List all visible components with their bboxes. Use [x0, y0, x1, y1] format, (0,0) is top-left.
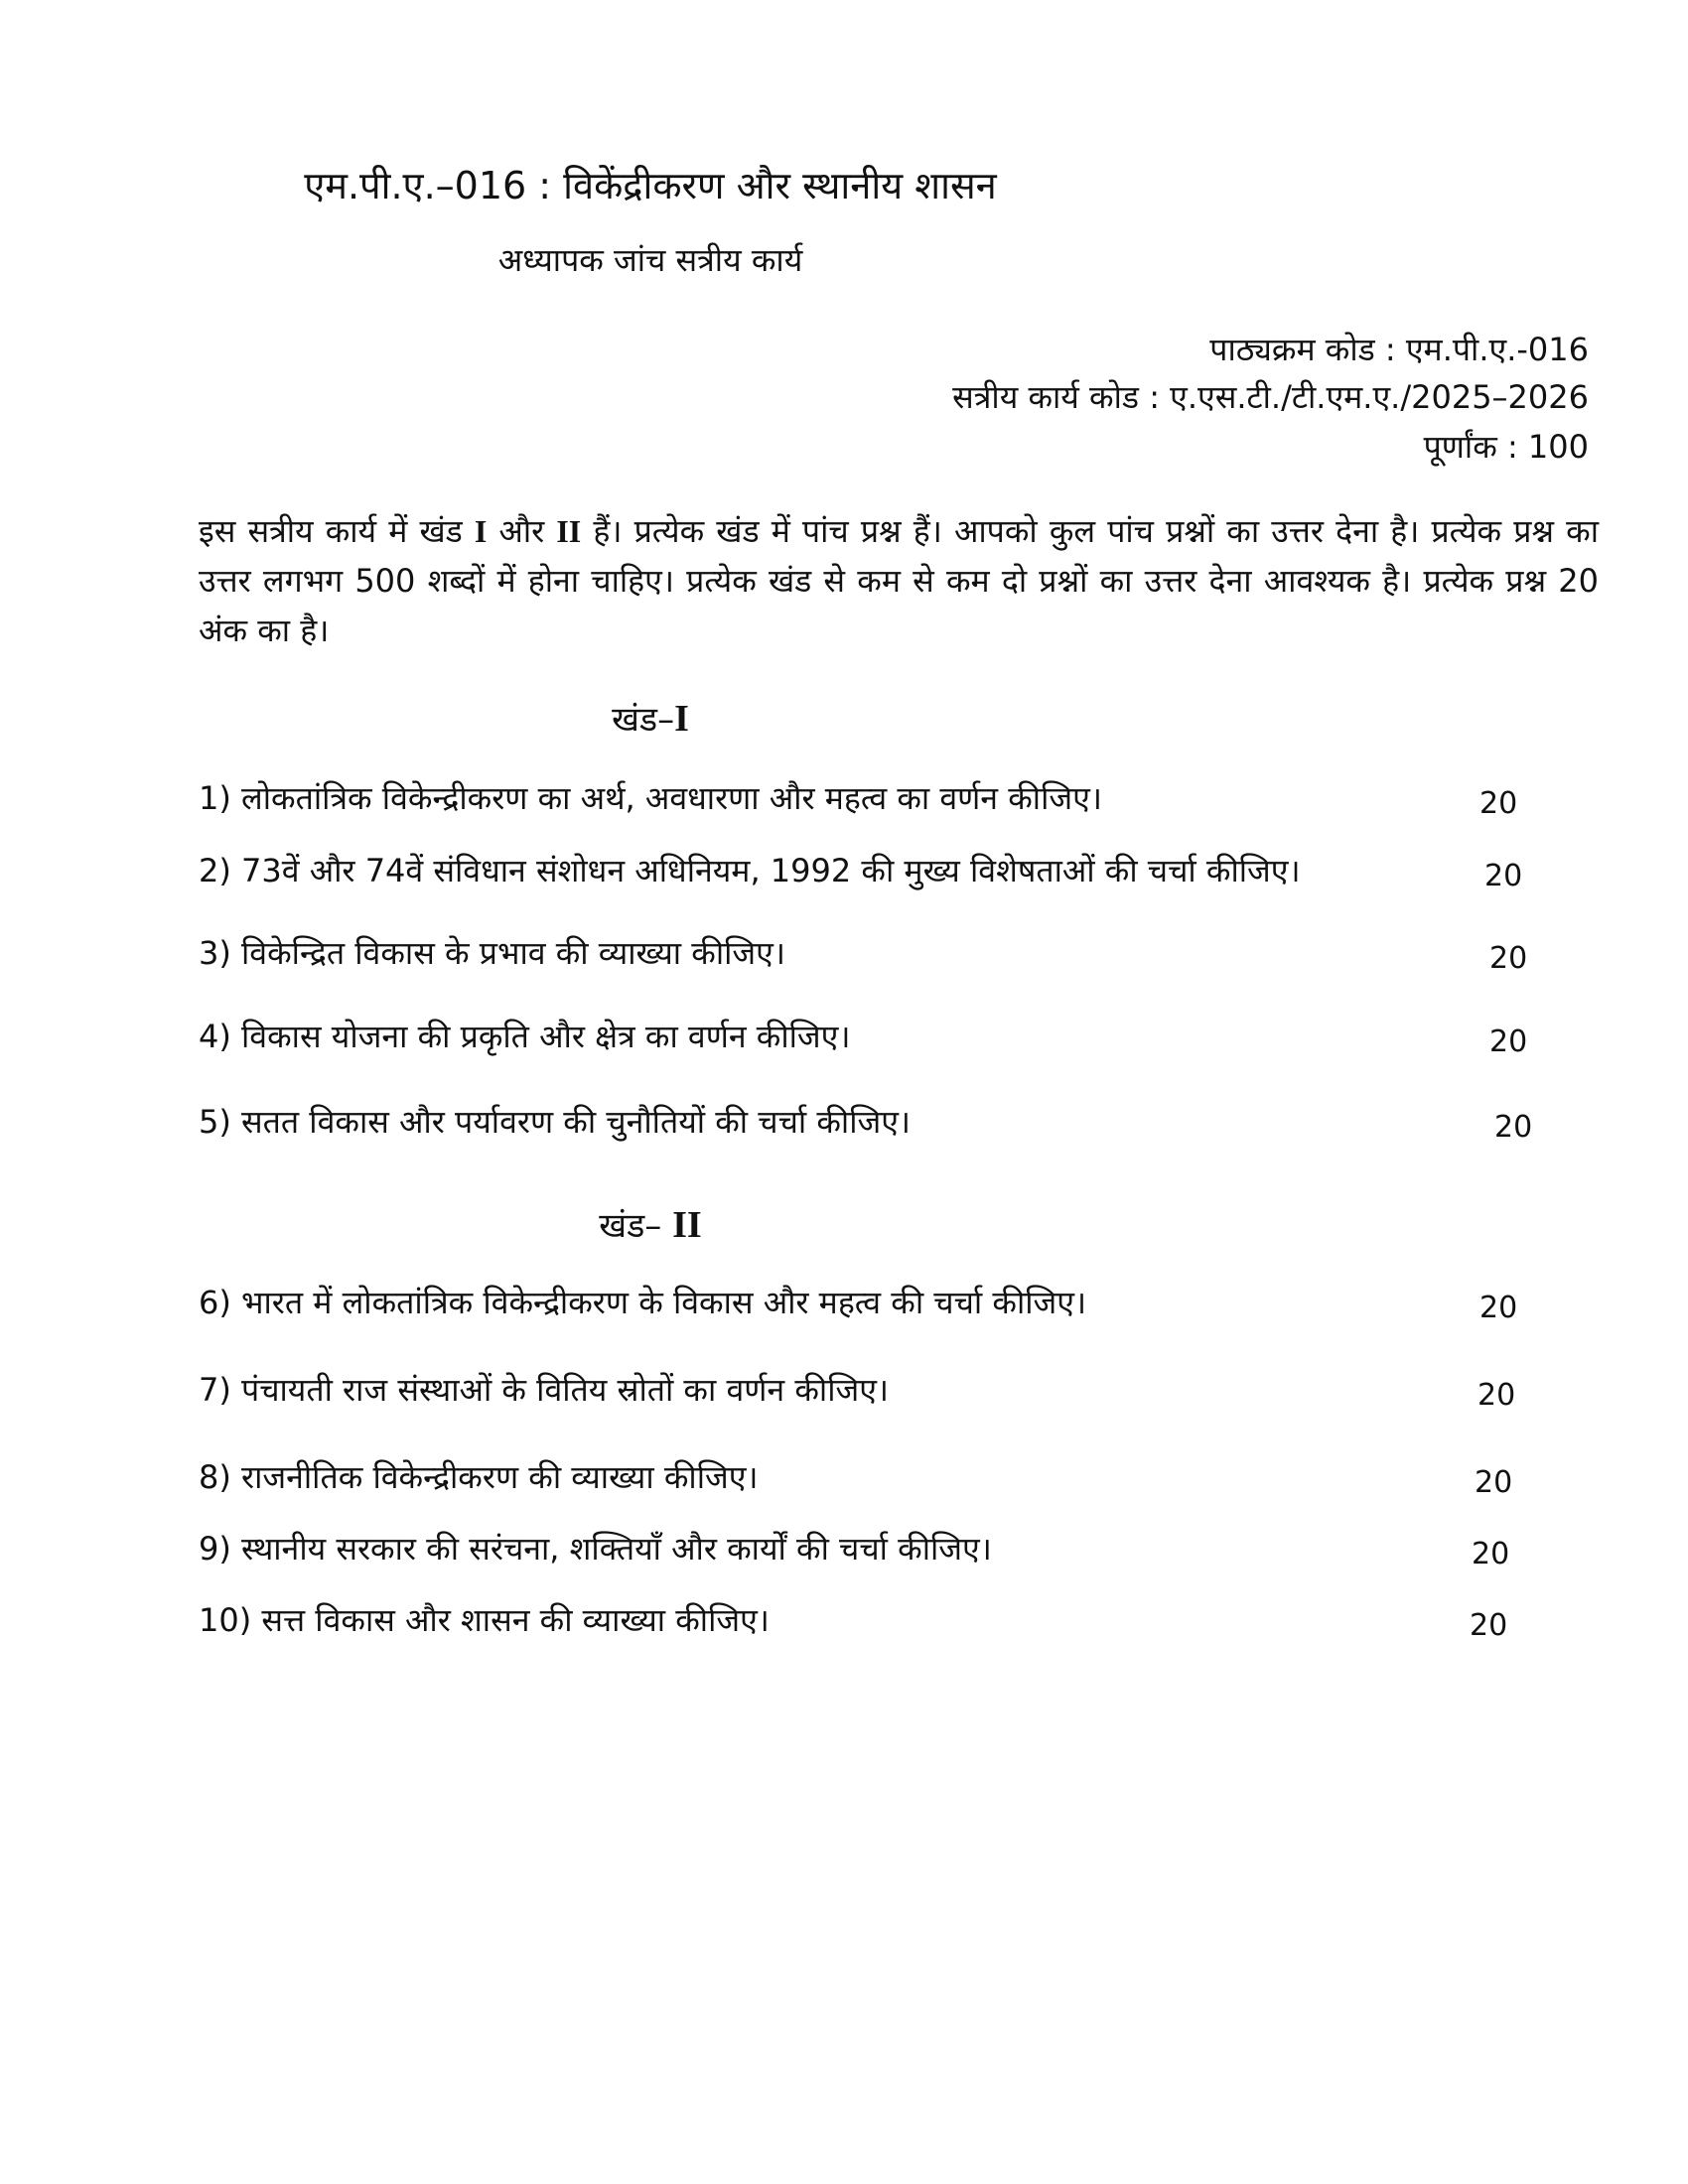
- question-item: [199, 1368, 1549, 1412]
- document-subtitle: अध्यापक जांच सत्रीय कार्य: [497, 241, 803, 279]
- question-text: 9) स्थानीय सरकार की सरंचना, शक्तियाँ और कार्यों की चर्चा कीजिए।: [199, 1530, 992, 1568]
- question-marks: 20: [1479, 1291, 1518, 1325]
- question-text: 5) सतत विकास और पर्यावरण की चुनौतियों की चर्चा कीजिए।: [199, 1103, 912, 1141]
- question-item: [199, 1015, 1549, 1058]
- question-marks: 20: [1472, 1537, 1510, 1571]
- max-marks: पूर्णांक : 100: [1423, 428, 1589, 466]
- question-text: 7) पंचायती राज संस्थाओं के वितिय स्रोतों का वर्णन कीजिए।: [199, 1371, 890, 1409]
- section-2-heading-prefix: खंड–: [599, 1206, 673, 1246]
- document-title: एम.पी.ए.–016 : विकेंद्रीकरण और स्थानीय शासन: [304, 164, 997, 207]
- question-marks: 20: [1489, 941, 1528, 976]
- course-code: पाठ्यक्रम कोड : एम.पी.ए.-016: [1209, 331, 1589, 368]
- question-text: 10) सत्त विकास और शासन की व्याख्या कीजिए।: [199, 1601, 770, 1639]
- question-text: 8) राजनीतिक विकेन्द्रीकरण की व्याख्या कीजिए।: [199, 1458, 759, 1496]
- instructions-text-1: इस सत्रीय कार्य में खंड: [199, 512, 475, 550]
- question-text: 2) 73वें और 74वें संविधान संशोधन अधिनियम, 1992 की मुख्य विशेषताओं की चर्चा कीजिए।: [199, 852, 1301, 889]
- question-marks: 20: [1470, 1608, 1508, 1643]
- question-text: 6) भारत में लोकतांत्रिक विकेन्द्रीकरण के विकास और महत्व की चर्चा कीजिए।: [199, 1284, 1087, 1321]
- question-item: [199, 931, 1549, 975]
- section-2-heading: [0, 1201, 1301, 1247]
- instructions-roman-2: II: [556, 513, 582, 549]
- question-item: [199, 849, 1549, 892]
- question-text: 1) लोकतांत्रिक विकेन्द्रीकरण का अर्थ, अवधारणा और महत्व का वर्णन कीजिए।: [199, 779, 1102, 817]
- question-text: 3) विकेन्द्रित विकास के प्रभाव की व्याख्या कीजिए।: [199, 934, 785, 972]
- question-item: [199, 1281, 1549, 1324]
- instructions-paragraph: [199, 506, 1599, 655]
- question-item: [199, 776, 1549, 820]
- question-marks: 20: [1479, 786, 1518, 821]
- question-marks: 20: [1475, 1465, 1513, 1500]
- question-item: [199, 1598, 1549, 1642]
- question-marks: 20: [1477, 1378, 1516, 1413]
- instructions-roman-1: I: [474, 513, 488, 549]
- question-item: [199, 1100, 1549, 1144]
- question-marks: 20: [1489, 1024, 1528, 1059]
- instructions-text-2: और: [487, 512, 557, 550]
- section-1-heading: [0, 695, 1301, 741]
- question-item: [199, 1527, 1549, 1570]
- assignment-code: सत्रीय कार्य कोड : ए.एस.टी./टी.एम.ए./2025–2026: [952, 378, 1589, 416]
- question-marks: 20: [1494, 1110, 1533, 1145]
- section-1-heading-roman: I: [674, 698, 689, 740]
- question-item: [199, 1455, 1549, 1499]
- question-marks: 20: [1484, 859, 1523, 893]
- question-text: 4) विकास योजना की प्रकृति और क्षेत्र का वर्णन कीजिए।: [199, 1018, 851, 1055]
- section-1-heading-prefix: खंड–: [612, 700, 675, 740]
- section-2-heading-roman: II: [672, 1204, 702, 1246]
- instructions-text-3: हैं। प्रत्येक खंड में पांच प्रश्न हैं। आपको कुल पांच प्रश्नों का उत्तर देना है। प्रत्येक प्रश्न का उत्तर लगभग 500 शब्दों में होना चाहिए। प्रत्येक खंड से कम से कम दो प्रश्नों का उत्तर देना आवश्यक है। प्रत्येक प्रश्न 20 अंक का है।: [199, 512, 1599, 649]
